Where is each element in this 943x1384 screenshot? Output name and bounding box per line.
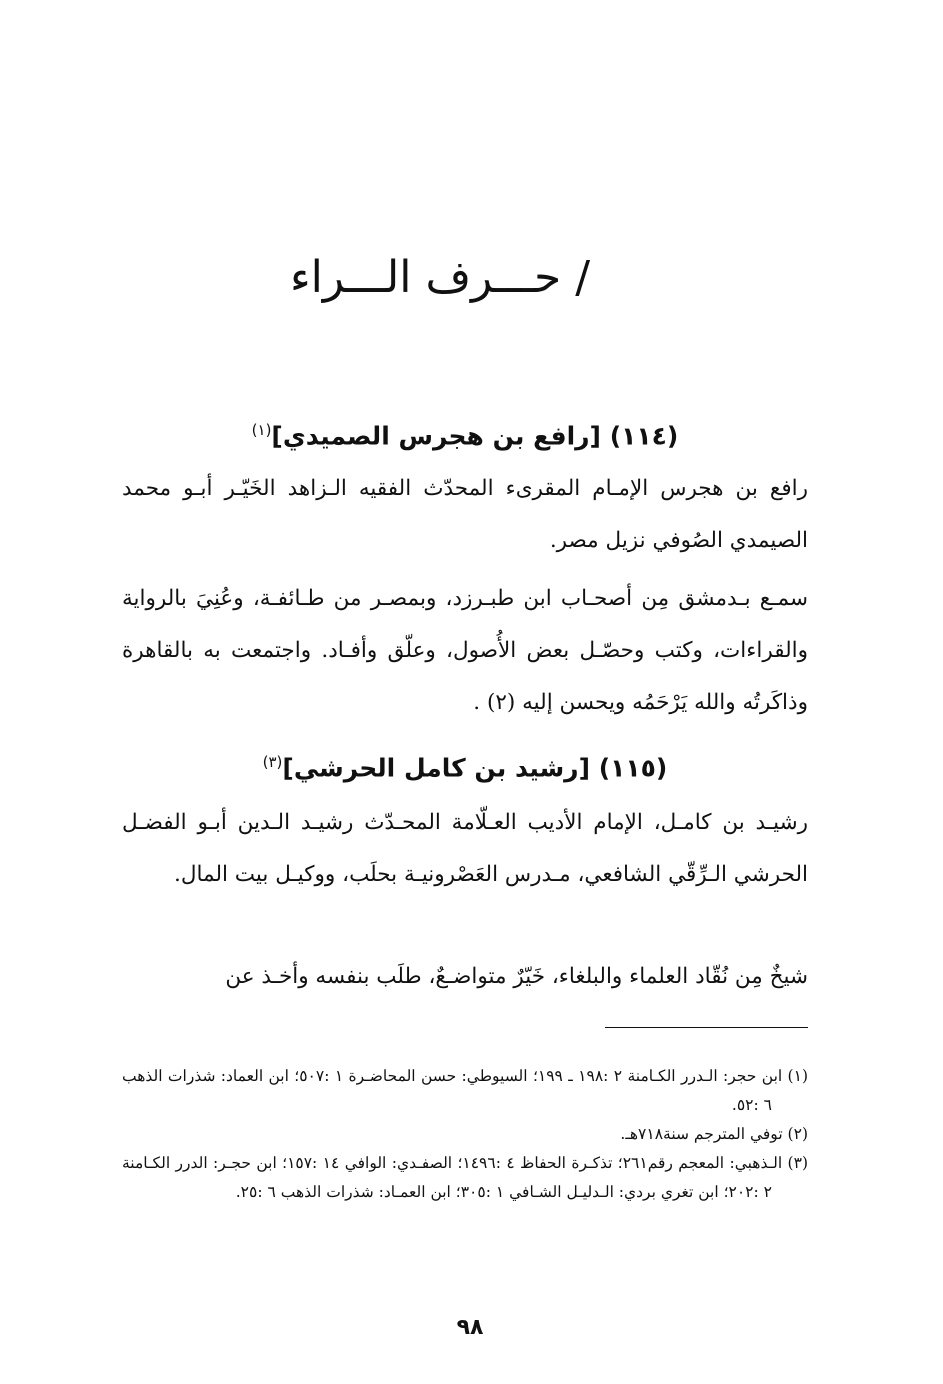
footnote-ref: (١)	[251, 421, 272, 439]
entry-heading-115	[120, 742, 810, 788]
footnote-ref: (٢) .	[473, 690, 516, 715]
footnote: (٣) الـذهبي: المعجم رقم٢٦١؛ تذكـرة الحفاظ ٤ :١٤٩٦؛ الصفـدي: الوافي ١٤ :١٥٧؛ ابن حجـر: الدرر الكـامنة ٢ :٢٠٢؛ ابن تغري بردي: الـدليـل الشـافي ١ :٣٠٥؛ ابن العمـاد: شذرات الذهب ٦ :٢٥.	[122, 1154, 808, 1201]
footnotes	[122, 1062, 808, 1207]
footnote: (١) ابن حجر: الـدرر الكـامنة ٢ :١٩٨ ـ ١٩٩؛ السيوطي: حسن المحاضـرة ١ :٥٠٧؛ ابن العماد: شذرات الذهب ٦ :٥٢.	[122, 1067, 808, 1114]
paragraph	[122, 573, 808, 729]
paragraph-text: سمـع بـدمشق مِن أصحـاب ابن طبـرزد، وبمصـر من طـائفـة، وعُنِيَ بالرواية والقراءات، وكتب وحصّـل بعض الأُصول، وعلّق وأفـاد. واجتمعت به بالقاهرة وذاكَرتُه والله يَرْحَمُه ويحسن إليه	[122, 586, 808, 715]
paragraph: رشيـد بن كامـل، الإمام الأديب العـلّامة المحـدّث رشيـد الـدين أبـو الفضـل الحرشي الـرِّقّي الشافعي، مـدرس العَصْرونيـة بحلَب، ووكيـل بيت المال.	[122, 810, 808, 887]
page-number: ٩٨	[456, 1315, 484, 1340]
footnote: (٢) توفي المترجم سنة٧١٨هـ.	[620, 1125, 808, 1143]
chapter-title: / حـــرف الـــراء	[289, 252, 591, 303]
footnote-separator	[605, 1027, 808, 1028]
entry-heading-text: (١١٥) [رشيد بن كامل الحرشي]	[282, 753, 668, 783]
paragraph: شيخٌ مِن نُقّاد العلماء والبلغاء، خَيّرٌ متواضـعٌ، طلَب بنفسه وأخـذ عن	[225, 964, 808, 989]
paragraph: رافع بن هجرس الإمـام المقرىء المحدّث الفقيه الـزاهد الخَيّـر أبـو محمد الصيمدي الصُوفي نزيل مصر.	[122, 476, 808, 553]
entry-heading-114	[120, 410, 810, 456]
entry-heading-text: (١١٤) [رافع بن هجرس الصميدي]	[271, 421, 679, 451]
footnote-ref: (٣)	[262, 753, 283, 771]
